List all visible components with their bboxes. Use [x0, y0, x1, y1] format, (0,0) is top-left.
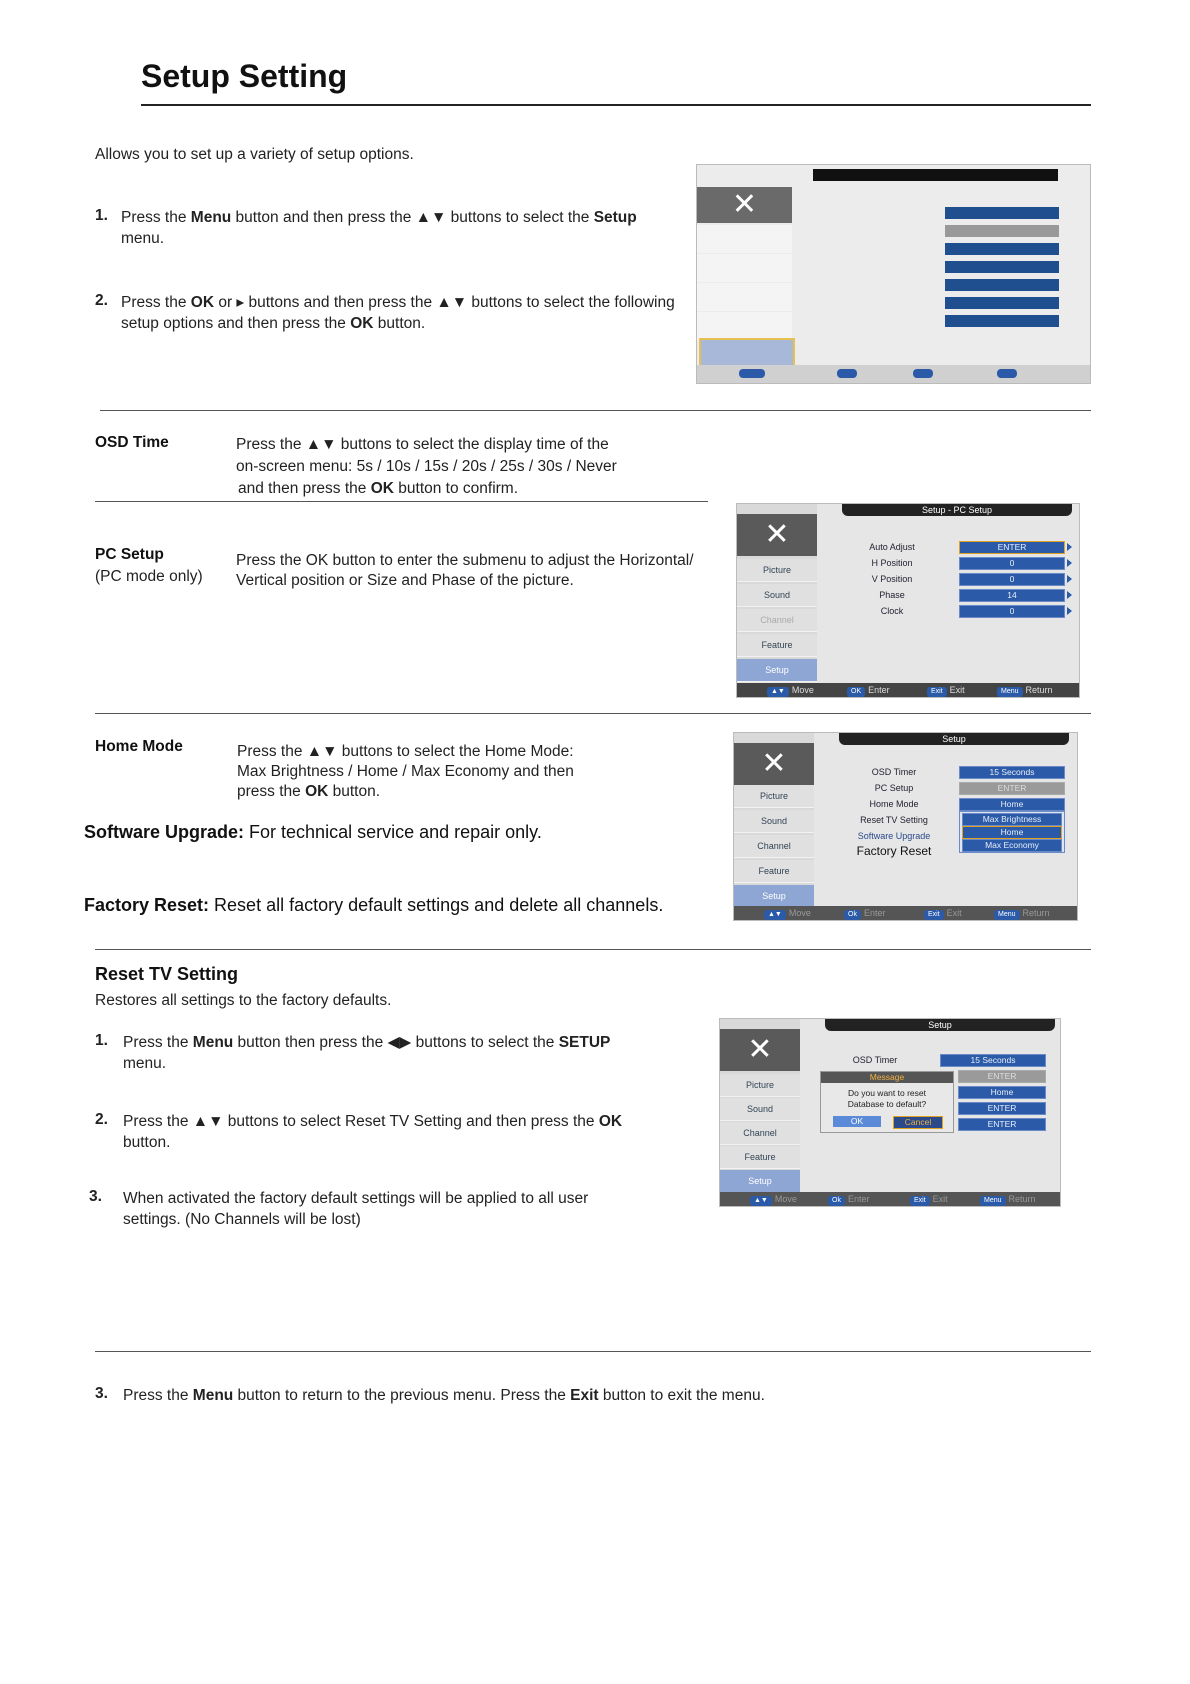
- section-divider: [95, 1351, 1091, 1352]
- row-software-upgrade: Software Upgrade: [857, 831, 931, 841]
- home-mode-label: Home Mode: [95, 738, 183, 755]
- menu-side-item: [697, 254, 792, 282]
- tv-header: Setup: [839, 733, 1069, 745]
- option-max-economy: Max Economy: [962, 839, 1062, 852]
- row-auto-adjust: Auto Adjust: [869, 542, 915, 552]
- home-mode-line3: press the OK button.: [237, 783, 381, 800]
- section-divider: [95, 949, 1091, 950]
- menu-side-item: [697, 225, 792, 253]
- home-mode-line1: Press the ▲▼ buttons to select the Home Mode:: [237, 743, 574, 760]
- section-divider: [100, 410, 1091, 411]
- footer-exit: Exit Exit: [910, 1192, 948, 1206]
- sidebar-item-sound: Sound: [737, 584, 817, 607]
- pc-setup-line2: Vertical position or Size and Phase of the picture.: [236, 572, 574, 589]
- sidebar-item-picture: Picture: [737, 559, 817, 582]
- value-osd-timer: 15 Seconds: [940, 1054, 1046, 1067]
- arrow-right-icon: [1067, 575, 1072, 583]
- sidebar-item-feature: Feature: [737, 634, 817, 657]
- footer-move: ▲▼ Move: [750, 1192, 797, 1206]
- menu-side-item-selected: [699, 338, 795, 368]
- nav-key-icon: ▲▼: [750, 1196, 772, 1206]
- row-v-position: V Position: [871, 574, 913, 584]
- software-upgrade-text: Software Upgrade: For technical service and repair only.: [84, 822, 542, 842]
- reset-step3-text: When activated the factory default settings will be applied to all user settings. (No Channels will be lost): [123, 1190, 589, 1228]
- step2-text: Press the OK or ▸ buttons and then press the ▲▼ buttons to select the following setup options and then press the OK button.: [121, 294, 675, 332]
- arrow-right-icon: [1067, 559, 1072, 567]
- option-max-brightness: Max Brightness: [962, 813, 1062, 826]
- nav-key-icon: ▲▼: [764, 910, 786, 920]
- step1-text: Press the Menu button and then press the ▲▼ buttons to select the Setup menu.: [121, 209, 637, 247]
- sidebar-item-channel: Channel: [737, 609, 817, 632]
- menu-key-icon: [997, 369, 1017, 378]
- row-osd-timer: OSD Timer: [852, 1055, 898, 1065]
- message-line2: Database to default?: [847, 1099, 927, 1109]
- sidebar-item-setup: Setup: [737, 659, 817, 682]
- row-osd-timer: OSD Timer: [871, 767, 917, 777]
- row-clock: Clock: [880, 606, 904, 616]
- value-home-mode: Home: [959, 798, 1065, 811]
- footer-enter: Ok Enter: [844, 906, 885, 920]
- tools-icon: ✕: [720, 1029, 800, 1071]
- tv-footer: [720, 1192, 1060, 1206]
- sidebar-item-sound: Sound: [734, 810, 814, 833]
- value-bar: [945, 279, 1059, 291]
- sidebar-item-setup: Setup: [734, 885, 814, 908]
- reset-screenshot: [719, 1018, 1061, 1207]
- value-bar: [945, 225, 1059, 237]
- home-mode-line2: Max Brightness / Home / Max Economy and then: [237, 763, 574, 780]
- exit-key-icon: [913, 369, 933, 378]
- tools-icon: ✕: [737, 514, 817, 556]
- row-h-position: H Position: [871, 558, 913, 568]
- row-phase: Phase: [879, 590, 905, 600]
- final-step-text: Press the Menu button to return to the previous menu. Press the Exit button to exit the menu.: [123, 1387, 765, 1404]
- value-bar: [945, 261, 1059, 273]
- arrow-right-icon: [1067, 543, 1072, 551]
- tv-footer: [737, 683, 1079, 697]
- ok-button[interactable]: OK: [833, 1116, 881, 1127]
- value-h-position: 0: [959, 557, 1065, 570]
- row-reset-tv-setting: Reset TV Setting: [860, 815, 928, 825]
- footer-exit: Exit Exit: [927, 683, 965, 697]
- value-clock: 0: [959, 605, 1065, 618]
- factory-reset-text: Factory Reset: Reset all factory default settings and delete all channels.: [84, 895, 664, 915]
- value-bar: [945, 207, 1059, 219]
- sidebar-item-channel: Channel: [720, 1122, 800, 1145]
- step2-number: 2.: [95, 292, 108, 309]
- footer-move: ▲▼ Move: [764, 906, 811, 920]
- arrow-right-icon: [1067, 591, 1072, 599]
- reset-step2-number: 2.: [95, 1111, 108, 1128]
- pc-setup-sublabel: (PC mode only): [95, 568, 203, 585]
- final-step-number: 3.: [95, 1385, 108, 1402]
- value-pc-setup: ENTER: [959, 782, 1065, 795]
- row-factory-reset: Factory Reset: [856, 844, 932, 858]
- footer-return: Menu Return: [994, 906, 1050, 920]
- value-bar: [945, 297, 1059, 309]
- value-bar: [945, 243, 1059, 255]
- setup-menu-screenshot: [696, 164, 1091, 384]
- value-home-mode: Home: [958, 1086, 1046, 1099]
- sidebar-item-channel: Channel: [734, 835, 814, 858]
- value-reset: ENTER: [958, 1102, 1046, 1115]
- cancel-button[interactable]: Cancel: [893, 1116, 943, 1129]
- page-title: Setup Setting: [141, 58, 348, 94]
- footer-enter: Ok Enter: [828, 1192, 869, 1206]
- sidebar-item-setup: Setup: [720, 1170, 800, 1193]
- home-mode-screenshot: [733, 732, 1078, 921]
- menu-side-item: [697, 312, 792, 340]
- tools-icon: ✕: [734, 743, 814, 785]
- tv-header: Setup: [825, 1019, 1055, 1031]
- osd-time-line1: Press the ▲▼ buttons to select the display time of the: [236, 436, 609, 453]
- tools-icon: ✕: [697, 187, 792, 223]
- option-home: Home: [962, 826, 1062, 839]
- reset-step1-number: 1.: [95, 1032, 108, 1049]
- osd-time-line3: and then press the OK button to confirm.: [238, 480, 519, 497]
- footer-return: Menu Return: [980, 1192, 1036, 1206]
- arrow-right-icon: [1067, 607, 1072, 615]
- value-v-position: 0: [959, 573, 1065, 586]
- footer-exit: Exit Exit: [924, 906, 962, 920]
- tv-header: Setup - PC Setup: [842, 504, 1072, 516]
- footer-move: ▲▼ Move: [767, 683, 814, 697]
- title-divider: [141, 104, 1091, 106]
- sidebar-item-sound: Sound: [720, 1098, 800, 1121]
- nav-key-icon: [739, 369, 765, 378]
- reset-intro: Restores all settings to the factory defaults.: [95, 992, 392, 1009]
- value-auto-adjust: ENTER: [959, 541, 1065, 554]
- nav-key-icon: ▲▼: [767, 687, 789, 697]
- footer-return: Menu Return: [997, 683, 1053, 697]
- message-dialog: [820, 1071, 954, 1133]
- sidebar-item-feature: Feature: [734, 860, 814, 883]
- step1-number: 1.: [95, 207, 108, 224]
- section-divider: [95, 501, 708, 502]
- row-home-mode: Home Mode: [869, 799, 919, 809]
- row-pc-setup: PC Setup: [874, 783, 914, 793]
- sidebar-item-picture: Picture: [720, 1074, 800, 1097]
- ok-key-icon: [837, 369, 857, 378]
- section-divider: [95, 713, 1091, 714]
- reset-tv-setting-label: Reset TV Setting: [95, 964, 239, 984]
- menu-header-bar: [813, 169, 1058, 181]
- menu-side-item: [697, 283, 792, 311]
- value-software-upgrade: ENTER: [958, 1118, 1046, 1131]
- value-bar: [945, 315, 1059, 327]
- osd-time-line2: on-screen menu: 5s / 10s / 15s / 20s / 25s / 30s / Never: [236, 458, 617, 475]
- value-osd-timer: 15 Seconds: [959, 766, 1065, 779]
- reset-step1-text: Press the Menu button then press the ◀▶ buttons to select the SETUP menu.: [123, 1034, 611, 1072]
- tv-footer: [734, 906, 1077, 920]
- footer-enter: OK Enter: [847, 683, 890, 697]
- sidebar-item-picture: Picture: [734, 785, 814, 808]
- pc-setup-line1: Press the OK button to enter the submenu to adjust the Horizontal/: [236, 552, 694, 569]
- reset-step2-text: Press the ▲▼ buttons to select Reset TV Setting and then press the OK button.: [123, 1113, 623, 1151]
- value-phase: 14: [959, 589, 1065, 602]
- osd-time-label: OSD Time: [95, 434, 169, 451]
- reset-step3-number: 3.: [89, 1188, 102, 1205]
- pc-setup-label: PC Setup: [95, 546, 164, 563]
- message-line1: Do you want to reset: [848, 1088, 926, 1098]
- message-title: Message: [821, 1072, 953, 1083]
- sidebar-item-feature: Feature: [720, 1146, 800, 1169]
- intro-text: Allows you to set up a variety of setup options.: [95, 146, 414, 163]
- value-pc-setup: ENTER: [958, 1070, 1046, 1083]
- pc-setup-screenshot: [736, 503, 1080, 698]
